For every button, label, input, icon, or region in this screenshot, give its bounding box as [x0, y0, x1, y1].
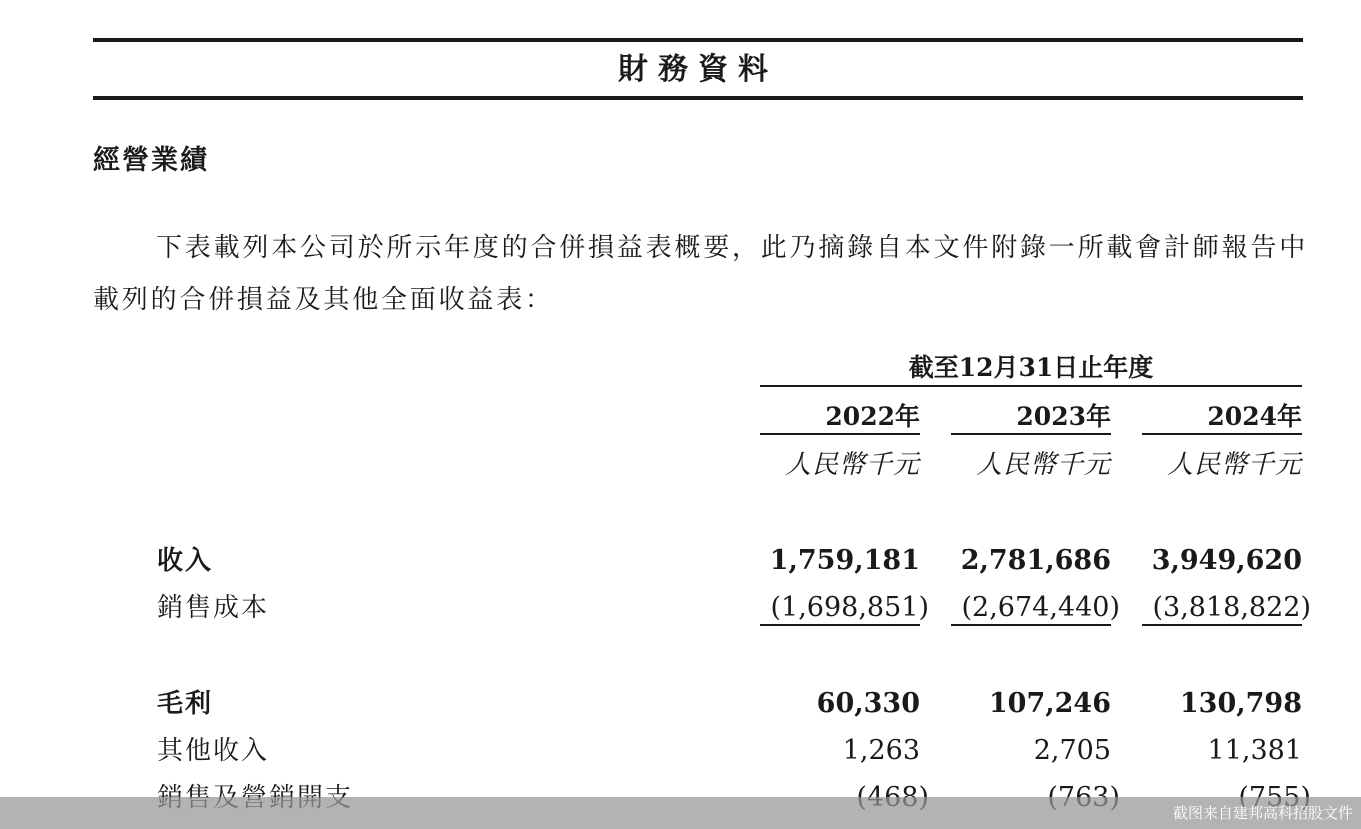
subtotal-rule-2023 — [951, 624, 1111, 626]
section-title: 財務資料 — [618, 52, 778, 87]
cell-revenue-2023: 2,781,686 — [960, 545, 1111, 576]
period-header: 截至12月31日止年度 — [908, 353, 1154, 382]
year-header-2023: 2023年 — [1016, 402, 1111, 431]
results-heading: 經營業績 — [93, 145, 209, 176]
year-rule-2022 — [760, 433, 920, 435]
subtotal-rule-2024 — [1142, 624, 1302, 626]
cell-revenue-2022: 1,759,181 — [769, 545, 920, 576]
title-top-rule — [93, 38, 1303, 42]
year-rule-2024 — [1142, 433, 1302, 435]
cell-other-income-2024: 11,381 — [1207, 735, 1302, 766]
unit-label-2023: 人民幣千元 — [975, 450, 1111, 480]
cell-cost-of-sales-2022: (1,698,851) — [770, 592, 929, 623]
watermark-text: 截图来自建邦高科招股文件 — [1172, 804, 1353, 822]
cell-cost-of-sales-2024: (3,818,822) — [1152, 592, 1311, 623]
subtotal-rule-2022 — [760, 624, 920, 626]
intro-paragraph: 下表載列本公司於所示年度的合併損益表概要，此乃摘錄自本文件附錄一所載會計師報告中載列的合併損益及其他全面收益表： — [93, 233, 1309, 315]
row-label-cost-of-sales: 銷售成本 — [157, 593, 270, 623]
cell-other-income-2022: 1,263 — [842, 735, 920, 766]
cell-gross-profit-2022: 60,330 — [816, 688, 920, 719]
year-header-2024: 2024年 — [1207, 402, 1302, 431]
cell-gross-profit-2023: 107,246 — [988, 688, 1111, 719]
unit-label-2022: 人民幣千元 — [784, 450, 920, 480]
cell-gross-profit-2024: 130,798 — [1179, 688, 1302, 719]
year-header-2022: 2022年 — [825, 402, 920, 431]
cell-cost-of-sales-2023: (2,674,440) — [961, 592, 1120, 623]
row-label-gross-profit: 毛利 — [157, 689, 214, 719]
row-label-other-income: 其他收入 — [157, 736, 270, 766]
period-header-rule — [760, 385, 1302, 387]
cell-other-income-2023: 2,705 — [1033, 735, 1111, 766]
cell-revenue-2024: 3,949,620 — [1151, 545, 1302, 576]
year-rule-2023 — [951, 433, 1111, 435]
unit-label-2024: 人民幣千元 — [1166, 450, 1302, 480]
watermark-band — [0, 797, 1361, 829]
row-label-revenue: 收入 — [157, 546, 214, 576]
title-bottom-rule — [93, 96, 1303, 100]
